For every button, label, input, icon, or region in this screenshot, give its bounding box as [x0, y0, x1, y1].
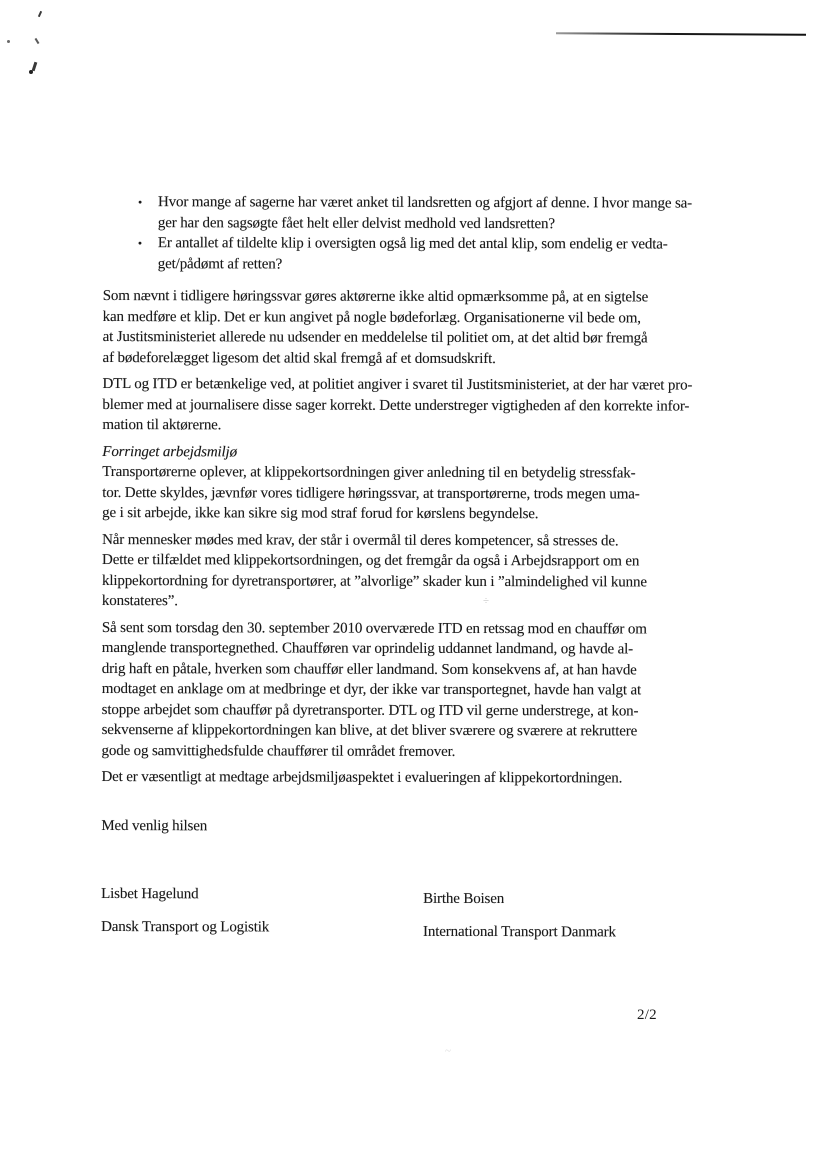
bullet-list — [103, 192, 783, 276]
letter-body — [101, 192, 783, 943]
paragraph-kompetencer: Når mennesker mødes med krav, der står i overmål til deres kompetencer, så stresses de. Dette er tilfældet med klippekortsordningen, og det fremgår da også i Arbejdsrapport om en klippekortordning for dyretransportører, at ”alvorlige” skader kun i ”almindelighed vil kunne konstateres”. — [101, 531, 647, 610]
signature-right — [423, 885, 616, 943]
closing-salutation: Med venlig hilsen — [101, 817, 208, 834]
bullet-question-text: Er antallet af tildelte klip i oversigten også lig med det antal klip, som endelig er vedta- get/pådømt af retten? — [157, 235, 668, 272]
bullet-item — [138, 192, 783, 235]
scan-smudge: ~ — [445, 1045, 451, 1057]
section-heading-arbejdsmiljoe: Forringet arbejdsmiljø — [102, 443, 237, 460]
signer-organization: Dansk Transport og Logistik — [101, 918, 270, 935]
scan-smudge: ÷ — [483, 595, 490, 607]
paragraph-evaluering: Det er væsentligt at medtage arbejdsmiljøaspektet i evalueringen af klippekortordningen. — [101, 768, 623, 787]
paragraph-journalisering: DTL og ITD er betænkelige ved, at politiet angiver i svaret til Justitsministeriet, at der har været pro- blemer med at journalisere disse sager korrekt. Dette understreger vigtigheden af den korrekte infor- mation til aktørerne. — [102, 375, 693, 434]
signature-left — [101, 884, 423, 942]
scan-speck-icon — [38, 11, 42, 17]
signature-block — [101, 884, 781, 943]
bullet-icon: • — [137, 195, 143, 210]
scan-speck-icon — [7, 40, 10, 43]
paragraph-hoeringssvar: Som nævnt i tidligere høringssvar gøres aktørerne ikke altid opmærksomme på, at en sigtelse kan medføre et klip. Det er kun angivet på nogle bødeforlæg. Organisationerne vil bede om, at Justitsministeriet allerede nu udsender en meddelelse til politiet om, at det altid bør fremgå af bødeforelægget ligesom det altid skal fremgå af et domsudskrift. — [102, 287, 649, 367]
paragraph-retssag: Så sent som torsdag den 30. september 2010 overværede ITD en retssag mod en chauffør om manglende transportegnethed. Chaufføren var oprindelig uddannet landmand, og havde al- drig haft en påtale, hverken som chauffør eller landmand. Som konsekvens af, at han havde modtaget en anklage om at medbringe et dyr, der ikke var transportegnet, havde han valgt at stoppe arbejdet som chauffør på dyretransporter. DTL og ITD vil gerne understrege, at kon- sekvenserne af klippekortordningen kan blive, at det bliver sværere og sværere at rekruttere gode og samvittighedsfulde chauffører til området fremover. — [101, 619, 647, 760]
signer-name: Birthe Boisen — [423, 890, 505, 908]
page-number: 2/2 — [637, 1007, 657, 1023]
signer-name: Lisbet Hagelund — [101, 885, 199, 903]
bullet-item — [138, 233, 783, 276]
bullet-icon: • — [137, 236, 142, 251]
bullet-question-text: Hvor mange af sagerne har været anket til landsretten og afgjort af denne. I hvor mange sa- ger har den sagsøgte fået helt eller delvist medhold ved landsretten? — [157, 194, 693, 232]
paragraph-stressfaktor: Transportørerne oplever, at klippekortsordningen giver anledning til en betydelig stressfak- tor. Dette skyldes, jævnfør vores tidligere høringssvar, at transportørerne, trods megen uma- ge i sit arbejde, ikke kan sikre sig mod straf forud for kørslens begyndelse. — [102, 463, 640, 523]
scan-top-rule — [556, 32, 806, 36]
scan-speck-icon — [35, 38, 40, 44]
signer-organization: International Transport Danmark — [423, 923, 616, 940]
scan-speck-icon — [29, 70, 33, 74]
